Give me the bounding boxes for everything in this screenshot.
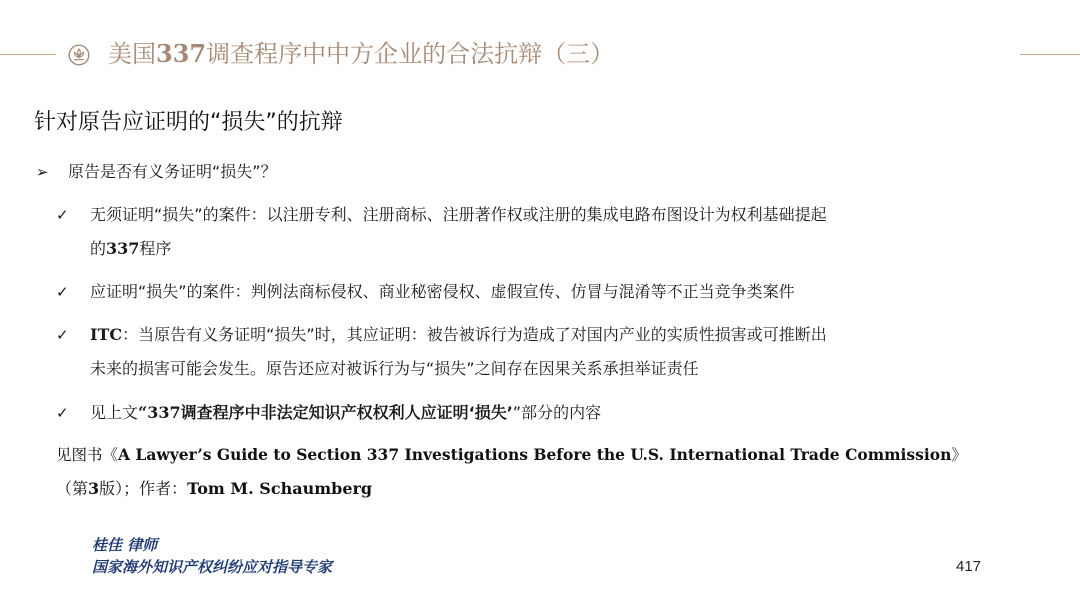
check-1-line-2-number: 337 — [106, 239, 140, 258]
check-3-itc: ITC — [90, 325, 123, 344]
reference-edition-close: 版）；作者： — [99, 479, 188, 498]
lotus-emblem-icon — [68, 44, 90, 66]
check-1-line-1: 无须证明“损失”的案件：以注册专利、注册商标、注册著作权或注册的集成电路布图设计为权利基础提起 — [90, 205, 827, 224]
slide-title — [108, 38, 614, 70]
question-text: 原告是否有义务证明“损失”？ — [68, 162, 277, 181]
reference-edition-number: 3 — [88, 479, 100, 498]
check-2-line-1: 应证明“损失”的案件：判例法商标侵权、商业秘密侵权、虚假宣传、仿冒与混淆等不正当竞争类案件 — [90, 282, 795, 301]
slide-title-suffix: 调查程序中中方企业的合法抗辩（三） — [206, 40, 615, 68]
check-3-line-1 — [90, 318, 827, 352]
check-4-bold-number: “337 — [138, 403, 181, 422]
reference-line-1 — [56, 439, 967, 471]
check-4-bold-rest: 调查程序中非法定知识产权权利人应证明‘损失’ — [180, 403, 513, 422]
check-1-line-2 — [90, 232, 171, 266]
page-number: 417 — [956, 558, 982, 575]
section-heading: 针对原告应证明的“损失”的抗辩 — [34, 110, 343, 135]
footer-author-role: 国家海外知识产权纠纷应对指导专家 — [92, 558, 333, 576]
slide-title-prefix: 美国 — [108, 40, 156, 68]
header-rule-left — [0, 54, 56, 55]
checkmark-icon: ✓ — [56, 206, 69, 224]
reference-edition-open: （第 — [56, 479, 89, 498]
check-1-line-2-prefix: 的 — [90, 239, 107, 258]
reference-line-2 — [56, 473, 372, 505]
check-3-line-2: 未来的损害可能会发生。原告还应对被诉行为与“损失”之间存在因果关系承担举证责任 — [90, 359, 699, 378]
check-1-line-2-suffix: 程序 — [139, 239, 172, 258]
checkmark-icon: ✓ — [56, 404, 69, 422]
reference-author: Tom M. Schaumberg — [187, 479, 373, 498]
reference-close: 》 — [951, 446, 967, 464]
checkmark-icon: ✓ — [56, 326, 69, 344]
header-rule-right — [1020, 54, 1080, 55]
slide-title-number: 337 — [156, 39, 207, 68]
checkmark-icon: ✓ — [56, 283, 69, 301]
check-4-prefix: 见上文 — [90, 403, 139, 422]
reference-book-title: A Lawyer’s Guide to Section 337 Investigations Before the U.S. International Trade Commission — [118, 445, 952, 464]
check-4-suffix: ”部分的内容 — [512, 403, 602, 422]
check-3-line-1-rest: ：当原告有义务证明“损失”时，其应证明：被告被诉行为造成了对国内产业的实质性损害或可推断出 — [122, 325, 827, 344]
check-4-line-1 — [90, 396, 601, 430]
footer-author-name: 桂佳 律师 — [92, 536, 158, 554]
arrow-bullet-icon: ➢ — [36, 163, 49, 181]
reference-prefix: 见图书《 — [56, 446, 119, 464]
